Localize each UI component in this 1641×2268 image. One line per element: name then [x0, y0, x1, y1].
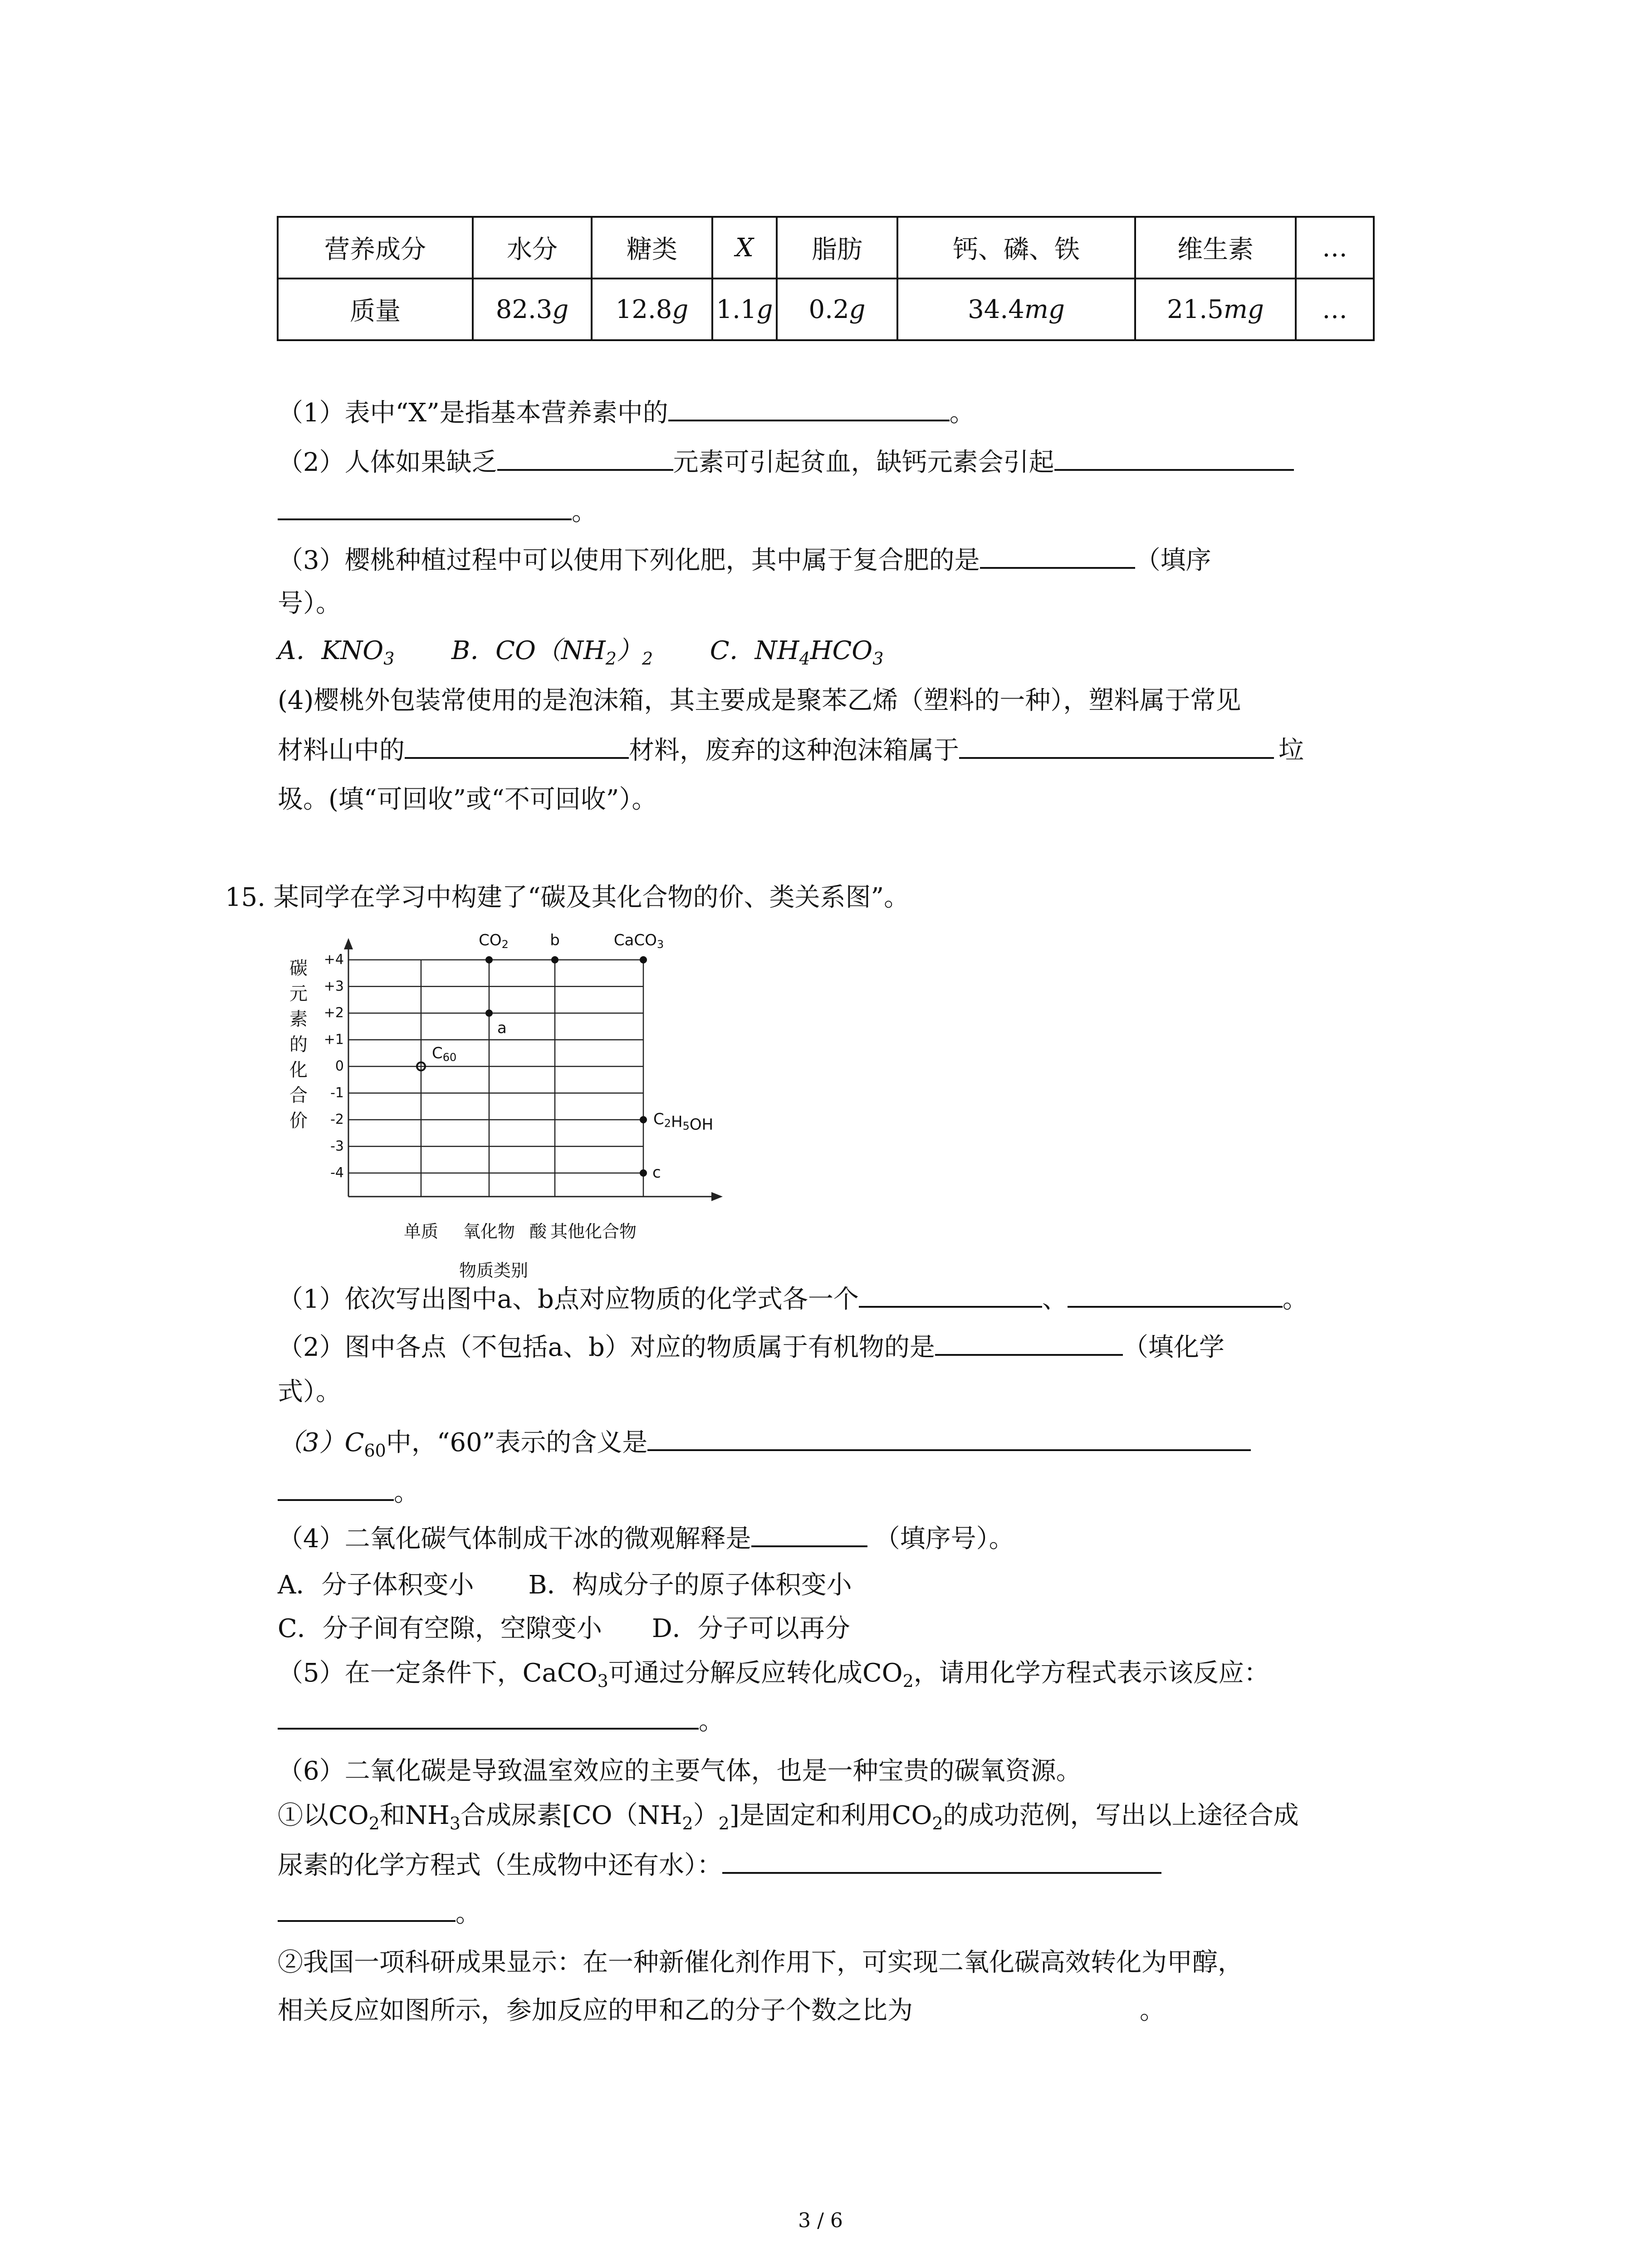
table-header-cell: 水分	[473, 217, 592, 279]
data-point	[485, 1010, 493, 1017]
answer-blank[interactable]	[668, 398, 950, 421]
q14-part4-end: 圾。(填“可回收”或“不可回收”）。	[278, 785, 657, 814]
q15-intro: 15. 某同学在学习中构建了“碳及其化合物的价、类关系图”。	[225, 883, 910, 912]
q15-part3: $(3)C_{60}$中，“60”表示的含义是	[278, 1427, 1251, 1466]
data-point-label	[614, 931, 664, 951]
y-axis-title-char: 的	[289, 1034, 308, 1055]
q14-part1: （1）表中“X”是指基本营养素中的 。	[278, 398, 975, 428]
valence-category-chart	[276, 924, 730, 1283]
q14-part4-cont: 材料山中的 材料，废弃的这种泡沫箱属于 垃	[278, 736, 1304, 765]
answer-blank[interactable]	[497, 447, 673, 471]
table-cell: 质量	[278, 279, 473, 340]
table-header-cell: 脂肪	[777, 217, 897, 279]
answer-blank[interactable]	[278, 1477, 394, 1501]
y-tick-label: -1	[330, 1085, 344, 1101]
data-point-label-part: 3	[656, 938, 664, 951]
data-point-label	[653, 1110, 713, 1134]
data-point-label-part: 2	[664, 1117, 671, 1130]
y-tick-label: -4	[330, 1165, 344, 1181]
q15-part4: （4）二氧化碳气体制成干冰的微观解释是 （填序号）。	[278, 1524, 1014, 1554]
data-point	[485, 956, 493, 963]
data-point-label	[479, 931, 509, 951]
q15-options-row2: C．分子间有空隙，空隙变小 D．分子可以再分	[278, 1614, 850, 1643]
y-tick-label: 0	[335, 1058, 344, 1074]
data-point-label-part: 60	[442, 1051, 457, 1064]
q14-part4: (4)樱桃外包装常使用的是泡沫箱，其主要成是聚苯乙烯（塑料的一种），塑料属于常见	[278, 686, 1241, 715]
table-header-cell: X	[712, 217, 777, 279]
table-cell: 82.3g	[473, 279, 592, 340]
table-header-cell: …	[1296, 217, 1374, 279]
data-point-label-part: C	[653, 1110, 664, 1129]
table-header-cell: 维生素	[1135, 217, 1296, 279]
q14-part3: （3）樱桃种植过程中可以使用下列化肥，其中属于复合肥的是 （填序	[278, 546, 1211, 575]
answer-blank[interactable]	[751, 1524, 867, 1547]
data-point-label-part: b	[550, 931, 560, 949]
q14-options: A．$KNO_3$ B．$CO(NH_2)_2$ C．$NH_4HCO_3$	[278, 636, 884, 669]
table-row	[278, 279, 1374, 340]
table-header-cell: 钙、磷、铁	[897, 217, 1135, 279]
y-axis-title-char: 碳	[289, 958, 308, 979]
y-axis-arrow	[344, 938, 353, 949]
table-cell: 12.8g	[592, 279, 712, 340]
y-tick-label: -3	[330, 1138, 344, 1154]
data-point	[640, 1116, 647, 1124]
table-cell: …	[1296, 279, 1374, 340]
answer-blank[interactable]	[722, 1850, 1161, 1874]
q15-part6-2: ②我国一项科研成果显示：在一种新催化剂作用下，可实现二氧化碳高效转化为甲醇，	[278, 1948, 1243, 1977]
y-axis-title-char: 素	[289, 1009, 308, 1030]
answer-blank[interactable]	[935, 1332, 1123, 1356]
q15-part5-cont: 。	[278, 1706, 724, 1737]
page-number: 3 / 6	[798, 2209, 843, 2232]
data-point-label	[550, 931, 560, 949]
x-axis-arrow	[711, 1192, 723, 1201]
data-point-label-part: 5	[682, 1119, 690, 1133]
q14-part2: （2）人体如果缺乏 元素可引起贫血，缺钙元素会引起	[278, 447, 1294, 479]
data-point	[640, 1169, 647, 1177]
q15-part6-1: ①以$CO_2$和$NH_3$合成尿素$[CO(NH_2)_2]$是固定和利用$CO_2$的成功范例，写出以上途径合成	[278, 1801, 1299, 1834]
table-cell: 1.1g	[712, 279, 777, 340]
data-point	[551, 956, 558, 963]
q15-part1: （1）依次写出图中a、b点对应物质的化学式各一个 、 。	[278, 1285, 1308, 1314]
table-header-cell: 营养成分	[278, 217, 473, 279]
data-point-label	[432, 1044, 456, 1064]
data-point-label-part: OH	[689, 1115, 714, 1134]
x-category-label: 其他化合物	[550, 1222, 637, 1242]
q15-part6-2-cont: 相关反应如图所示，参加反应的甲和乙的分子个数之比为 。	[278, 1996, 1165, 2025]
answer-blank[interactable]	[647, 1427, 1251, 1451]
data-point-label-part: CaCO	[613, 931, 657, 949]
data-point-label-part: c	[652, 1163, 661, 1182]
data-point	[640, 956, 647, 963]
answer-blank[interactable]	[859, 1284, 1042, 1308]
y-axis-title-char: 化	[289, 1060, 308, 1080]
q15-part6: （6）二氧化碳是导致温室效应的主要气体，也是一种宝贵的碳氧资源。	[278, 1756, 1082, 1786]
q15-part5: （5）在一定条件下，CaCO$_3$可通过分解反应转化成$CO_2$，请用化学方程式表示该反应：	[278, 1658, 1269, 1691]
q15-part3-cont: 。	[278, 1477, 419, 1509]
table-cell: 21.5mg	[1135, 279, 1296, 340]
q15-part6-1-end: 。	[278, 1898, 481, 1930]
data-point-label-part: H	[671, 1113, 683, 1131]
q14-part3-cont: 号）。	[278, 589, 341, 618]
table-header-cell: 糖类	[592, 217, 712, 279]
answer-blank[interactable]	[1054, 447, 1294, 471]
y-tick-label: +4	[323, 952, 344, 968]
y-tick-label: +3	[323, 978, 344, 994]
answer-blank[interactable]	[278, 1706, 699, 1730]
data-point-label	[497, 1019, 507, 1037]
x-category-label: 酸	[529, 1222, 547, 1242]
answer-blank[interactable]	[959, 735, 1274, 759]
y-axis-title-char: 合	[289, 1085, 308, 1106]
data-point-label-part: 2	[501, 938, 509, 951]
answer-blank[interactable]	[278, 1898, 456, 1922]
table-header-row	[278, 217, 1374, 279]
answer-blank[interactable]	[278, 497, 572, 520]
q15-part2: （2）图中各点（不包括a、b）对应的物质属于有机物的是 （填化学	[278, 1333, 1225, 1362]
answer-blank[interactable]	[980, 545, 1135, 569]
y-tick-label: +1	[323, 1031, 344, 1048]
y-tick-label: -2	[330, 1111, 344, 1128]
q15-part2-cont: 式）。	[278, 1377, 341, 1407]
x-category-label: 氧化物	[463, 1222, 515, 1242]
y-axis-title-char: 元	[289, 983, 308, 1004]
x-axis-title: 物质类别	[459, 1261, 529, 1281]
q15-options-row1: A．分子体积变小 B．构成分子的原子体积变小	[278, 1570, 852, 1600]
y-tick-label: +2	[323, 1005, 344, 1021]
answer-blank[interactable]	[405, 735, 629, 759]
table-cell: 34.4mg	[897, 279, 1135, 340]
table-cell: 0.2g	[777, 279, 897, 340]
nutrition-table	[277, 216, 1375, 341]
data-point-label-part: a	[497, 1019, 507, 1037]
y-axis-title-char: 价	[289, 1110, 308, 1131]
data-point-label-part: C	[432, 1044, 443, 1062]
answer-blank[interactable]	[1068, 1284, 1283, 1308]
q15-part6-1-cont: 尿素的化学方程式（生成物中还有水）：	[278, 1850, 1161, 1882]
data-point-label-part: CO	[479, 931, 502, 949]
q14-part2-cont: 。	[278, 496, 597, 528]
data-point-label	[652, 1163, 661, 1182]
x-category-label: 单质	[403, 1222, 439, 1242]
